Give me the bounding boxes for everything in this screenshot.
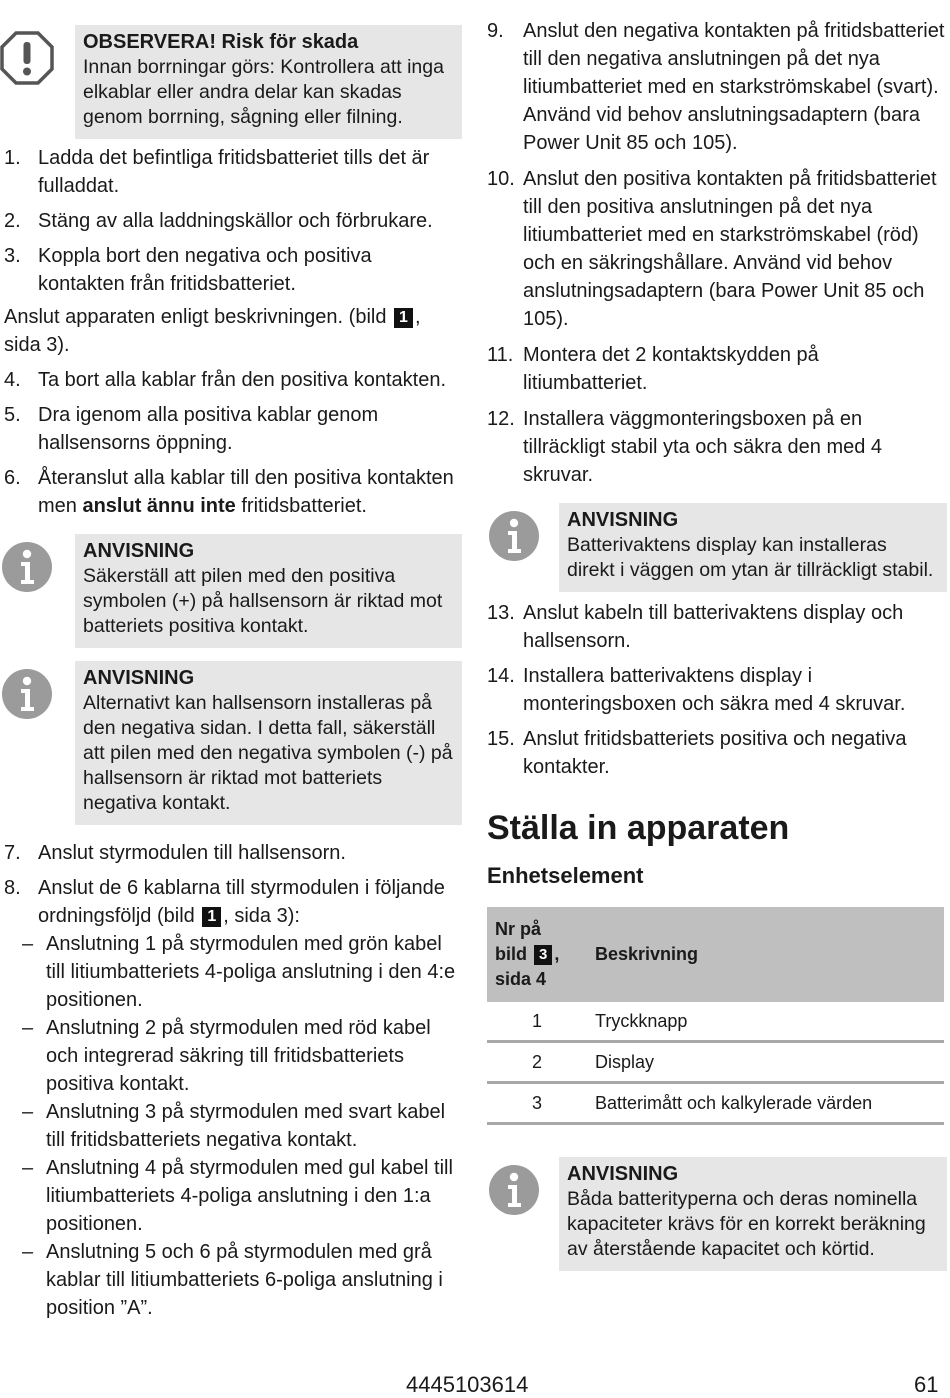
- step-number: 11.: [487, 344, 514, 366]
- step-text: Anslut kabeln till batterivaktens display och hallsensorn.: [523, 602, 904, 652]
- step-number: 12.: [487, 408, 515, 430]
- steps-list-e: [487, 599, 947, 781]
- step-number: 13.: [487, 602, 515, 624]
- step-text: , sida 3):: [223, 905, 300, 927]
- step-text: Anslut den negativa kontakten på fritidsbatteriet till den negativa anslutningen på det nya litiumbatteriet med en starkströmskabel (svart). Använd vid behov anslutningsadaptern (bara Power Unit 85 och 105).: [523, 20, 945, 154]
- list-item: – Anslutning 4 på styrmodulen med gul kabel till litiumbatteriets 4-poliga anslutning i den 1:a positionen.: [22, 1154, 462, 1238]
- step-number: 9.: [487, 20, 504, 42]
- notice-heading: ANVISNING: [83, 540, 195, 562]
- subsection-title: Enhetselement: [487, 863, 644, 888]
- info-notice-4: [487, 1157, 947, 1271]
- step-text: Dra igenom alla positiva kablar genom hallsensorns öppning.: [38, 404, 379, 454]
- step-number: 7.: [4, 842, 21, 864]
- step-number: 4.: [4, 369, 21, 391]
- warning-octagon-icon: [0, 25, 60, 85]
- step-number: 6.: [4, 467, 21, 489]
- table-header-number: Nr på bild 3 , sida 4: [487, 907, 587, 1002]
- info-notice-2: [0, 661, 462, 825]
- step-text: Ta bort alla kablar från den positiva kontakten.: [38, 369, 447, 391]
- connect-paragraph: [0, 303, 462, 359]
- step-number: 14.: [487, 665, 515, 687]
- info-circle-icon: [487, 1157, 547, 1217]
- list-item: [0, 242, 462, 298]
- table-header-row: [487, 907, 944, 1002]
- notice-text: Batterivaktens display kan installeras direkt i väggen om ytan är tillräckligt stabil.: [567, 534, 934, 581]
- steps-list-c: [0, 839, 462, 930]
- list-item: [0, 839, 462, 867]
- step-emphasis: anslut ännu inte: [82, 495, 236, 517]
- notice-text: Säkerställ att pilen med den positiva symbolen (+) på hallsensorn är riktad mot batteriets positiva kontakt.: [83, 565, 443, 637]
- warning-notice: [0, 25, 462, 139]
- table-row: [487, 1002, 944, 1042]
- steps-list-d: [487, 17, 947, 489]
- section-title: Ställa in apparaten: [487, 809, 790, 847]
- row-number: 1: [487, 1002, 587, 1042]
- step-text: Stäng av alla laddningskällor och förbrukare.: [38, 210, 433, 232]
- figure-badge: 1: [394, 308, 413, 328]
- info-notice-3: [487, 503, 947, 592]
- step-number: 8.: [4, 877, 21, 899]
- step-text: Installera väggmonteringsboxen på en tillräckligt stabil yta och säkra den med 4 skruvar.: [523, 408, 883, 486]
- notice-text: Alternativt kan hallsensorn installeras på den negativa sidan. I detta fall, säkerställ att pilen med den negativa symbolen (-) på hallsensorn är riktad mot batteriets negativa kontakt.: [83, 692, 453, 814]
- list-item: [487, 599, 947, 655]
- notice-heading: ANVISNING: [83, 667, 195, 689]
- page-number: 61: [914, 1372, 939, 1397]
- row-number: 2: [487, 1042, 587, 1083]
- list-item: – Anslutning 3 på styrmodulen med svart kabel till fritidsbatteriets negativa kontakt.: [22, 1098, 462, 1154]
- step-number: 1.: [4, 147, 21, 169]
- step-text: Koppla bort den negativa och positiva kontakten från fritidsbatteriet.: [38, 245, 372, 295]
- list-item: [0, 401, 462, 457]
- device-elements-table: [487, 907, 944, 1125]
- steps-list-a: [0, 144, 462, 298]
- step-text: Montera det 2 kontaktskydden på litiumbatteriet.: [523, 344, 819, 394]
- info-circle-icon: [0, 534, 60, 594]
- right-column: [487, 0, 947, 1271]
- notice-heading: ANVISNING: [567, 509, 679, 531]
- document-number: 4445103614: [406, 1372, 529, 1397]
- list-item: – Anslutning 1 på styrmodulen med grön kabel till litiumbatteriets 4-poliga anslutning i den 4:e positionen.: [22, 930, 462, 1014]
- list-item: [487, 341, 947, 397]
- step-text: Anslut den positiva kontakten på fritidsbatteriet till den positiva anslutningen på det nya litiumbatteriet med en starkströmskabel (röd) och en säkringshållare. Använd vid behov anslutningsadaptern (bara Power Unit 85 och 105).: [523, 168, 937, 330]
- list-item: – Anslutning 2 på styrmodulen med röd kabel och integrerad säkring till fritidsbatteriets positiva kontakt.: [22, 1014, 462, 1098]
- list-item: [0, 874, 462, 930]
- table-row: [487, 1083, 944, 1124]
- warning-text: Innan borrningar görs: Kontrollera att inga elkablar eller andra delar kan skadas genom borrning, sågning eller filning.: [83, 56, 444, 128]
- table-row: [487, 1042, 944, 1083]
- list-item: [0, 207, 462, 235]
- list-item: [487, 165, 947, 333]
- list-item: [0, 144, 462, 200]
- notice-heading: ANVISNING: [567, 1163, 679, 1185]
- list-item: – Anslutning 5 och 6 på styrmodulen med grå kablar till litiumbatteriets 6-poliga anslutning i position ”A”.: [22, 1238, 462, 1322]
- step-number: 10.: [487, 168, 515, 190]
- figure-badge: 3: [534, 945, 552, 965]
- step-number: 5.: [4, 404, 21, 426]
- connection-list: [0, 930, 462, 1322]
- para-text: Anslut apparaten enligt beskrivningen. (bild: [4, 306, 393, 328]
- step-text: Ladda det befintliga fritidsbatteriet tills det är fulladdat.: [38, 147, 430, 197]
- info-circle-icon: [487, 503, 547, 563]
- list-item: [0, 464, 462, 520]
- list-item: [487, 725, 947, 781]
- step-number: 3.: [4, 245, 21, 267]
- step-text: Anslut de 6 kablarna till styrmodulen i följande ordningsföljd (bild: [38, 877, 445, 927]
- step-text: fritidsbatteriet.: [235, 495, 367, 517]
- table-header-description: Beskrivning: [587, 907, 944, 1002]
- step-number: 15.: [487, 728, 515, 750]
- list-item: [487, 17, 947, 157]
- step-text: Anslut fritidsbatteriets positiva och negativa kontakter.: [523, 728, 907, 778]
- row-description: Tryckknapp: [587, 1002, 944, 1042]
- step-text: Anslut styrmodulen till hallsensorn.: [38, 842, 346, 864]
- list-item: [487, 662, 947, 718]
- warning-heading: OBSERVERA! Risk för skada: [83, 31, 359, 53]
- info-circle-icon: [0, 661, 60, 721]
- para-text: , sida 3).: [4, 306, 421, 356]
- step-text: Installera batterivaktens display i monteringsboxen och säkra med 4 skruvar.: [523, 665, 906, 715]
- step-text: Återanslut alla kablar till den positiva kontakten men: [38, 467, 454, 517]
- step-number: 2.: [4, 210, 21, 232]
- list-item: [0, 366, 462, 394]
- row-number: 3: [487, 1083, 587, 1124]
- left-column: [0, 0, 462, 1322]
- list-item: [487, 405, 947, 489]
- row-description: Display: [587, 1042, 944, 1083]
- figure-badge: 1: [202, 907, 221, 927]
- info-notice-1: [0, 534, 462, 648]
- steps-list-b: [0, 366, 462, 520]
- notice-text: Båda batterityperna och deras nominella kapaciteter krävs för en korrekt beräkning av återstående kapacitet och körtid.: [567, 1188, 926, 1260]
- row-description: Batterimått och kalkylerade värden: [587, 1083, 944, 1124]
